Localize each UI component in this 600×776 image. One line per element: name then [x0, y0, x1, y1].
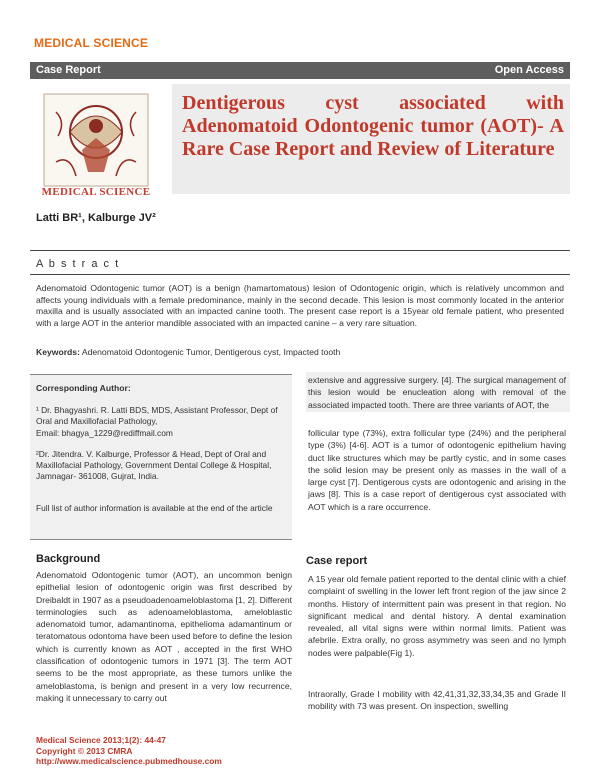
divider-top	[30, 250, 570, 251]
footer-copyright: Copyright © 2013 CMRA	[36, 745, 133, 756]
background-heading: Background	[36, 553, 101, 565]
open-access-label: Open Access	[494, 64, 564, 76]
keywords	[36, 347, 564, 357]
case-paragraph-2: Intraorally, Grade I mobility with 42,41,31,32,33,34,35 and Grade II mobility with 73 was present. On inspection, swelling	[308, 689, 566, 712]
corresponding-author-box	[30, 374, 292, 540]
corr-author2: ²Dr. Jitendra. V. Kalburge, Professor & Head, Dept of Oral and Maxillofacial Pathology, Government Dental College & Hospital, Jamnagar- 361008, Gujrat, India.	[36, 449, 272, 481]
right-intro: extensive and aggressive surgery. [4]. The surgical management of this lesion would be enucleation along with removal of the associated impacted tooth. There are three variants of AOT, the	[308, 375, 566, 410]
article-type: Case Report	[36, 64, 101, 76]
authors: Latti BR¹, Kalburge JV²	[36, 212, 156, 224]
abstract-heading: A b s t r a c t	[36, 258, 120, 270]
logo-text: MEDICAL SCIENCE	[41, 186, 151, 198]
case-paragraph-1: A 15 year old female patient reported to the dental clinic with a chief complaint of swelling in the lower left front region of the jaw since 2 months. History of intermittent pain was present in that region. No significant medical and dental history. A dental examination revealed, all vital signs were within normal limits. Patient was afebrile. Extra orally, no gross asymmetry was seen and no lymph nodes were palpable(Fig 1).	[308, 574, 566, 658]
abstract-body: Adenomatoid Odontogenic tumor (AOT) is a benign (hamartomatous) lesion of Odontogenic origin, which is relatively uncommon and affects young individuals with a female predominance, mainly in the second decade. This lesion is most commonly located in the anterior maxilla and is usually associated with an impacted canine tooth. The present case report is a 15year old female patient, who presented with a large AOT in the anterior mandible associated with an impacted canine – a very rare situation.	[36, 283, 564, 328]
journal-name: MEDICAL SCIENCE	[34, 36, 149, 50]
right-paragraph-1: follicular type (73%), extra follicular type (24%) and the peripheral type (3%) [4-6]. AOT is a tumor of odontogenic epithelium having duct like structures which may be partly cystic, and in some cases the solid lesion may be present only as masses in the wall of a large cyst [7]. Dentigerous cysts are odontogenic and arising in the jaws [8]. This is a case report of dentigerous cyst associated with AOT which is a rare occurrence.	[308, 428, 566, 512]
case-report-heading: Case report	[306, 555, 368, 567]
corr-heading: Corresponding Author:	[36, 383, 131, 393]
corr-email: Email: bhagya_1229@rediffmail.com	[36, 428, 173, 438]
footer-url[interactable]: http://www.medicalscience.pubmedhouse.com	[36, 756, 222, 766]
footer	[36, 735, 222, 767]
article-title: Dentigerous cyst associated with Adenomatoid Odontogenic tumor (AOT)- A Rare Case Report and Review of Literature	[182, 92, 564, 160]
divider-abstract	[30, 274, 570, 275]
header-bar	[30, 62, 570, 79]
corr-note: Full list of author information is available at the end of the article	[36, 503, 273, 513]
title-box	[172, 84, 570, 194]
background-body: Adenomatoid Odontogenic tumor (AOT), an uncommon benign epithelial lesion of odontogenic origin was first described by Dreibaldt in 1907 as a pseudoadenoameloblastoma [1, 2]. Different terminologies such as adenoameloblastoma, ameloblastic adenomatoid tumor, adamantinoma, epithelioma adamantinum or teratomatous odontoma have been used before to define the lesion which is currently known as AOT , accepted in the first WHO classification of odontogenic tumors in 1971 [3]. The term AOT seems to be the most appropriate, as these tumors unlike the ameloblastoma, is benign and present in a very low recurrence, making it unnecessary to carry out	[36, 570, 292, 703]
corr-author1: ¹ Dr. Bhagyashri. R. Latti BDS, MDS, Assistant Professor, Dept of Oral and Maxillofacial Pathology,	[36, 405, 278, 426]
logo-emblem-icon	[36, 92, 156, 188]
journal-logo	[36, 92, 156, 200]
footer-citation: Medical Science 2013;1(2): 44-47	[36, 735, 166, 745]
keywords-text: Adenomatoid Odontogenic Tumor, Dentigerous cyst, Impacted tooth	[81, 347, 341, 357]
keywords-label: Keywords:	[36, 347, 80, 357]
